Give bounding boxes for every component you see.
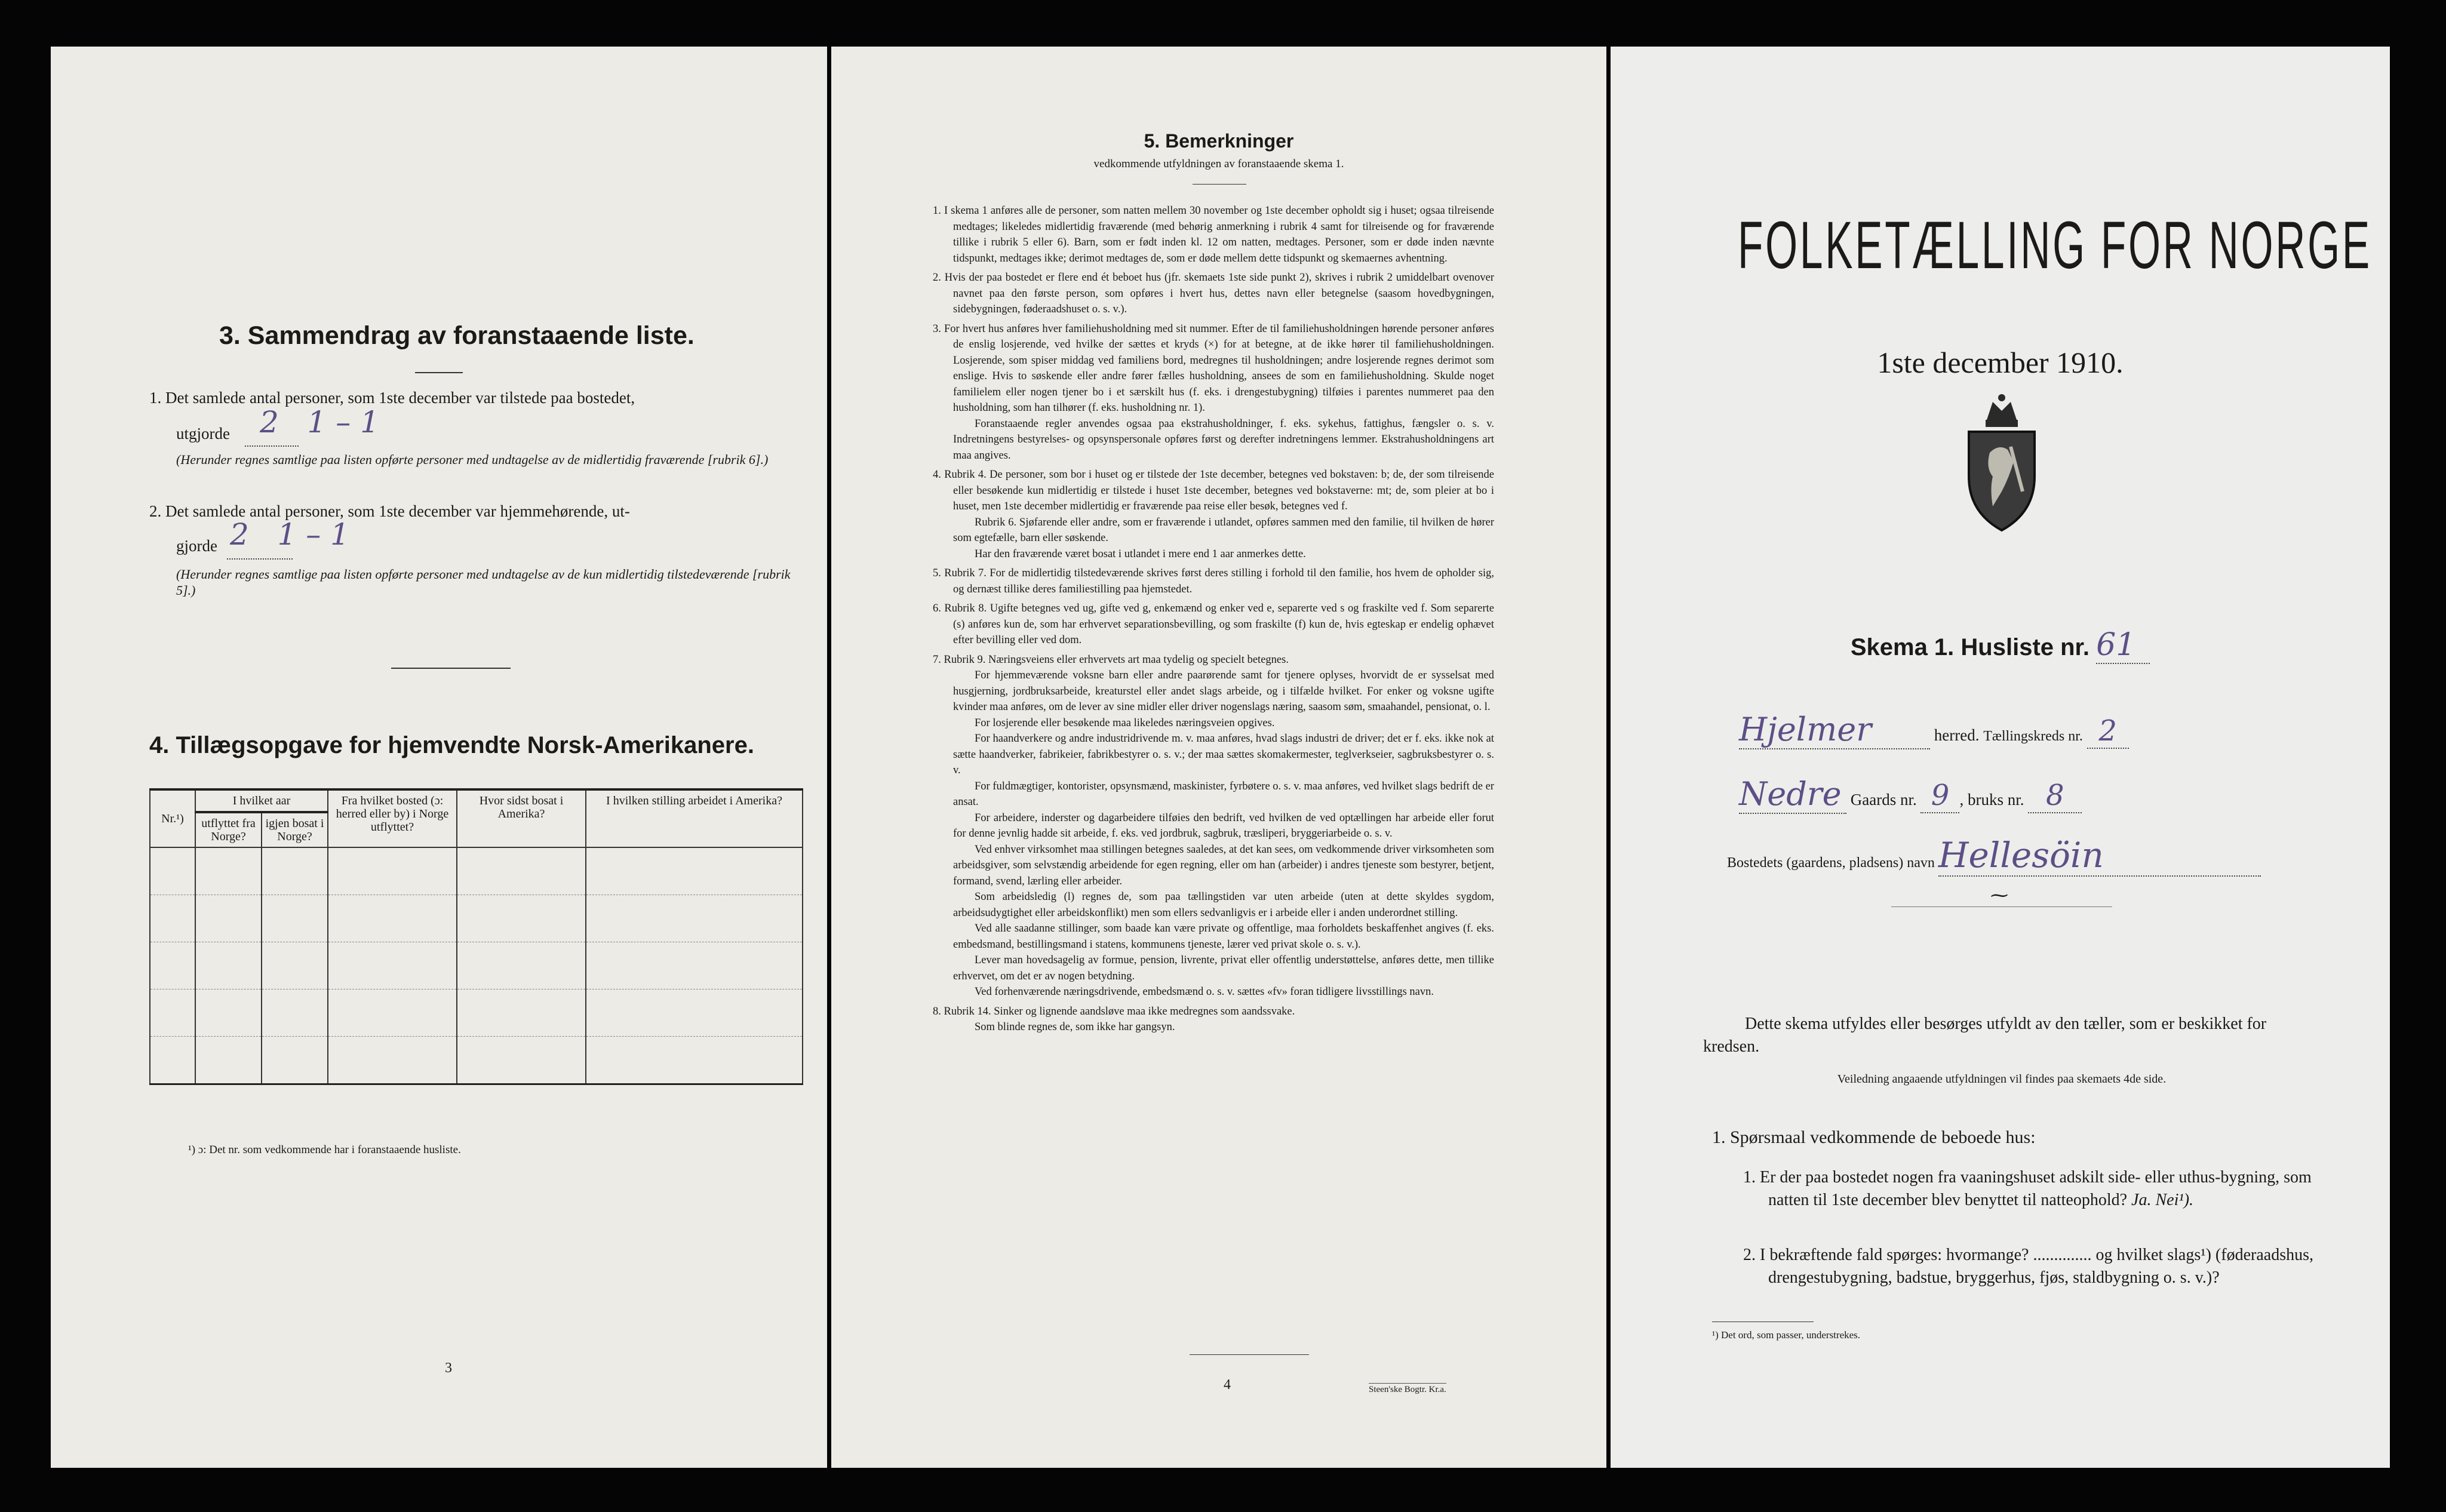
col-nr: Nr.¹) (150, 789, 195, 847)
question-2: 2. I bekræftende fald spørges: hvormange? .............. og hvilket slags¹) (føderaadshus, drengestubygning, badstue, bryggerhus, fjøs, staldbygning o. s. v.)? (1743, 1246, 2313, 1287)
note-3b: Foranstaaende regler anvendes ogsaa paa ekstrahusholdninger, f. eks. sykehus, fattighus, fængsler o. s. v. Indretningens bestyrelses- og opsynspersonale opføres først og derefter indretningens lemmer. Ekstrahusholdningens art maa angives. (953, 417, 1494, 462)
dotted-line (227, 558, 293, 560)
note-7i: Ved alle saadanne stillinger, som baade kan være private og offentlige, maa forholdets beskaffenhet angives (f. eks. embedsmand, bestillingsmand i statens, kommunens tjeneste, lærer ved privat skole o. s. v.). (953, 923, 1494, 951)
skema-label: Skema 1. Husliste nr. (1850, 634, 2090, 660)
divider (391, 668, 511, 669)
col-stilling: I hvilken stilling arbeidet i Amerika? (586, 789, 803, 847)
herred-line (1739, 711, 2378, 749)
table-footnote: ¹) ɔ: Det nr. som vedkommende har i foranstaaende husliste. (188, 1144, 461, 1156)
herred-handwritten: Hjelmer (1739, 711, 1872, 748)
bemerkninger-title: 5. Bemerkninger (1144, 130, 1294, 152)
summary-item-1-label: utgjorde (176, 425, 230, 442)
right-footnote: ¹) Det ord, som passer, understrekes. (1712, 1329, 1861, 1341)
section3-title: 3. Sammendrag av foranstaaende liste. (219, 321, 695, 350)
coat-of-arms-icon (1957, 387, 2046, 536)
note-7: 7. Rubrik 9. Næringsveiens eller erhvervets art maa tydelig og specielt betegnes. (933, 653, 1289, 666)
divider (1193, 184, 1246, 185)
summary-item-1-handwritten: 2 1 – 1 (260, 405, 379, 440)
question-1 (1743, 1166, 2336, 1212)
note-7b: For hjemmeværende voksne barn eller andre paarørende samt for tjenere oplyses, hvorvidt de er sysselsat med husgjerning, jordbruksarbeide, kreaturstel eller andet slags arbeide, og i tilfælde hvilket. For enker og voksne ugifte kvinder maa anføres, om de lever av sine midler eller driver nogenslags næring, saasom søm, smaahandel, pensionat, o. l. (953, 669, 1494, 713)
note-4b: Rubrik 6. Sjøfarende eller andre, som er fraværende i utlandet, opføres sammen med den familie, til hvilken de hører som egtefælle, barn eller søskende. (953, 516, 1494, 544)
summary-item-1-note: (Herunder regnes samtlige paa listen opførte personer med undtagelse av de midlertidig fraværende [rubrik 6].) (176, 452, 769, 467)
section4-title: 4. Tillægsopgave for hjemvendte Norsk-Amerikanere. (149, 732, 754, 758)
summary-item-2-label: gjorde (176, 537, 217, 555)
instruction-text: Dette skema utfyldes eller besørges utfyldt av den tæller, som er beskikket for kredsen. (1703, 1015, 2267, 1056)
bosted-handwritten: Hellesöin (1938, 835, 2104, 875)
note-5: 5. Rubrik 7. For de midlertidig tilstedeværende skrives først deres stilling i forhold til den familie, hos hvem de opholder sig, og dernæst tillike deres familiestilling paa hjemstedet. (933, 567, 1494, 595)
veiledning-text: Veiledning angaaende utfyldningen vil findes paa skemaets 4de side. (1837, 1072, 2167, 1086)
note-8b: Som blinde regnes de, som ikke har gangsyn. (975, 1021, 1175, 1033)
col-hvilket-aar: I hvilket aar (195, 789, 328, 812)
summary-item-2-note: (Herunder regnes samtlige paa listen opførte personer med undtagelse av de kun midlertidig tilstedeværende [rubrik 5].) (176, 567, 791, 598)
question-1-text: 1. Er der paa bostedet nogen fra vaaningshuset adskilt side- eller uthus-bygning, som natten til 1ste december blev benyttet til natteophold? (1743, 1168, 2312, 1209)
note-7g: Ved enhver virksomhet maa stillingen betegnes saaledes, at det kan sees, om vedkommende driver virksomheten som arbeidsgiver, som selvstændig arbeidende for egen regning, eller om han (arbeider) i andres tjeneste som bestyrer, betjent, formand, svend, lærling eller arbeider. (953, 843, 1494, 887)
middle-page (831, 47, 1606, 1468)
note-4: 4. Rubrik 4. De personer, som bor i huset og er tilstede der 1ste december, betegnes ved bokstaven: b; de, der som tilreisende eller besøkende kun midlertidig er tilstede i huset 1ste december, betegnes ved bokstaverne: mt; de, som pleier at bo i huset, men 1ste december midlertidig er fraværende paa reise eller besøk, betegnes ved f. (933, 469, 1494, 512)
bemerkninger-list (933, 203, 1494, 1035)
summary-item-1: 1. Det samlede antal personer, som 1ste december var tilstede paa bostedet, (149, 389, 635, 407)
left-page (51, 47, 827, 1468)
divider (415, 372, 463, 373)
dotted-line (245, 445, 299, 447)
bosted-line (1727, 835, 2378, 877)
summary-item-2: 2. Det samlede antal personer, som 1ste december var hjemmehørende, ut- (149, 502, 630, 520)
table-row (150, 847, 803, 895)
question-heading: 1. Spørsmaal vedkommende de beboede hus: (1712, 1127, 2036, 1147)
right-page (1611, 47, 2390, 1468)
page-number-4: 4 (1224, 1377, 1231, 1393)
note-2: 2. Hvis der paa bostedet er flere end ét beboet hus (jfr. skemaets 1ste side punkt 2), skrives i rubrik 2 umiddelbart ovenover navnet paa den første person, som opføres i hvert hus, dettes navn eller betegnelse (saasom hovedbygningen, sidebygningen, føderaadshuset o. s. v.). (933, 272, 1494, 315)
table-row (150, 942, 803, 989)
question-1-answer: Ja. Nei¹). (2131, 1191, 2194, 1209)
table-row (150, 1037, 803, 1084)
gaards-line: Nedre Gaards nr. 9 , bruks nr. 8 (1739, 775, 2378, 814)
note-1: 1. I skema 1 anføres alle de personer, som natten mellem 30 november og 1ste december opholdt sig i huset; ogsaa tilreisende medtages; likeledes midlertidig fraværende (med behørig anmerkning i rubrik 4 samt for tilreisende og for fraværende tillike i rubrik 5 eller 6). Barn, som er født inden kl. 12 om natten, medtages. Personer, som er døde inden nævnte tidspunkt, medtages ikke; derimot medtages de, som er døde mellem dette tidspunkt og skemaernes avhentning. (933, 205, 1494, 265)
skema-heading (1611, 627, 2390, 664)
gaards-nr: 9 (1920, 779, 1959, 813)
bruks-nr: 8 (2028, 779, 2082, 813)
note-7d: For haandverkere og andre industridrivende m. v. maa anføres, hvad slags industri de driver; det er f. eks. ikke nok at sætte haandverker, fabrikeier, fabrikbestyrer o. s. v.; der maa sættes skomakermester, teglverkseier, sagbruksbestyrer o. s. v. (953, 733, 1494, 776)
note-7h: Som arbeidsledig (l) regnes de, som paa tællingstiden var uten arbeide (uten at dette skyldes sygdom, arbeidsudygtighet eller arbeidskonflikt) men som ellers sedvanligvis er i arbeide eller i anden underordnet stilling. (953, 891, 1494, 919)
col-fra-bosted: Fra hvilket bosted (ɔ: herred eller by) i Norge utflyttet? (328, 789, 457, 847)
kreds-label: Tællingskreds nr. (1983, 729, 2083, 744)
printer-imprint: Steen'ske Bogtr. Kr.a. (1369, 1383, 1446, 1395)
note-8: 8. Rubrik 14. Sinker og lignende aandsløve maa ikke medregnes som aandssvake. (933, 1005, 1295, 1018)
note-7e: For fuldmægtiger, kontorister, opsynsmænd, maskinister, fyrbøtere o. s. v. maa anføres, ved hvilket slags bedrift de er ansat. (953, 780, 1495, 808)
summary-item-2-handwritten: 2 1 – 1 (230, 517, 349, 552)
col-sidst-bosat: Hvor sidst bosat i Amerika? (457, 789, 586, 847)
note-7f: For arbeidere, inderster og dagarbeidere tilføies den bedrift, ved hvilken de ved optællingen har arbeide eller forut for denne jevnlig hadde sit arbeide, f. eks. ved jordbruk, sagbruk, træsliperi, bryggeriarbeide o. s. v. (953, 812, 1494, 840)
norsk-amerikanere-table (149, 788, 803, 1085)
note-7c: For losjerende eller besøkende maa likeledes næringsveien opgives. (975, 717, 1275, 729)
note-3: 3. For hvert hus anføres hver familiehusholdning med sit nummer. Efter de til familiehusholdningen hørende personer anføres de enslig losjerende, ved hvilke der sættes et kryds (×) for at betegne, at de ikke hører til familiehusholdningen. Losjerende, som spiser middag ved familiens bord, medregnes til husholdningen; andre losjerende regnes derimot som enslige. Hvis to søskende eller andre fører fælles husholdning, ansees de som en familiehusholdning. Skulde noget familielem eller nogen tjener bo i et særskilt hus (f. eks. i drengestubygning) tilføies i parentes nummeret paa den husholdning, som han tilhører (f. eks. husholdning nr. 1). (933, 322, 1494, 414)
ornament-icon: ⁓ (1990, 886, 2008, 905)
bosted-label: Bostedets (gaardens, pladsens) navn (1727, 855, 1935, 871)
bemerkninger-subtitle: vedkommende utfyldningen av foranstaaende skema 1. (1093, 158, 1344, 170)
gaards-label: Gaards nr. (1850, 791, 1917, 809)
table-row (150, 989, 803, 1037)
form-title: FOLKETÆLLING FOR NORGE (1738, 208, 2372, 282)
table-row (150, 895, 803, 942)
husliste-nr: 61 (2096, 627, 2150, 664)
col-utflyttet: utflyttet fra Norge? (195, 812, 262, 847)
herred-label: herred. (1934, 726, 1980, 744)
norway-coat-of-arms (1957, 387, 2046, 536)
bruks-label: bruks nr. (1967, 791, 2024, 809)
note-6: 6. Rubrik 8. Ugifte betegnes ved ug, gifte ved g, enkemænd og enker ved e, separerte ved s og fraskilte ved f. Som separerte (s) anføres kun de, som har erhvervet separationsbevilling, og som fraskilte (f) kun de, hvis egteskap er endelig ophævet efter bevilling eller ved dom. (933, 603, 1494, 646)
kreds-nr: 2 (2087, 714, 2129, 749)
note-7k: Ved forhenværende næringsdrivende, embedsmænd o. s. v. sættes «fv» foran tidligere livsstillings navn. (975, 986, 1434, 998)
note-7j: Lever man hovedsagelig av formue, pension, livrente, privat eller offentlig understøttelse, anføres dette, men tillike erhvervet, om det er av nogen betydning. (953, 954, 1494, 982)
census-date: 1ste december 1910. (1877, 346, 2124, 379)
divider (1190, 1354, 1309, 1355)
page-number-3: 3 (445, 1360, 452, 1376)
note-4c: Har den fraværende været bosat i utlandet i mere end 1 aar anmerkes dette. (975, 548, 1306, 560)
divider (1891, 906, 2112, 907)
col-igjen-bosat: igjen bosat i Norge? (262, 812, 328, 847)
gaard-handwritten: Nedre (1739, 775, 1842, 813)
